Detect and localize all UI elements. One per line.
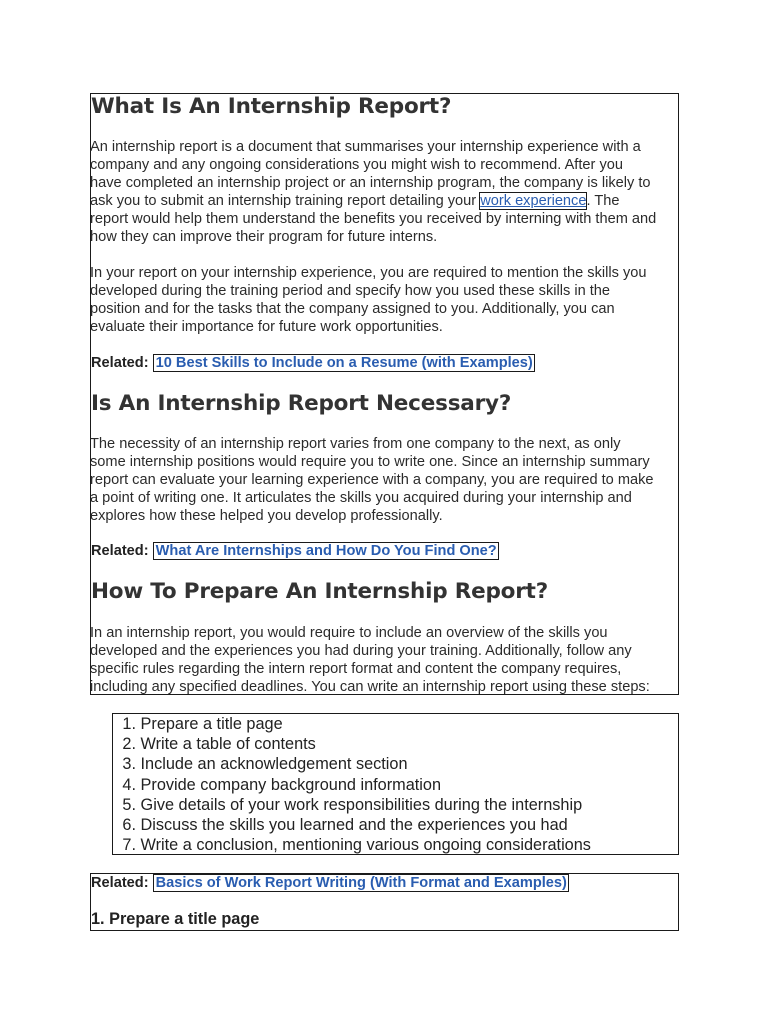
list-item xyxy=(112,815,591,835)
list-text: Provide company background information xyxy=(140,775,441,794)
text-line: evaluate their importance for future work opportunities. xyxy=(90,319,443,335)
text-line: report would help them understand the benefits you received by interning with them and xyxy=(90,211,657,227)
related-line-3 xyxy=(91,874,569,892)
text-line: position and for the tasks that the company assigned to you. Additionally, you can xyxy=(90,301,615,317)
steps-list xyxy=(112,714,591,855)
heading-what-is-internship-report: What Is An Internship Report? xyxy=(91,94,452,119)
text-line: some internship positions would require you to write one. Since an internship summary xyxy=(90,454,650,470)
related-line-1 xyxy=(91,354,535,372)
heading-how-to-prepare: How To Prepare An Internship Report? xyxy=(91,579,548,604)
text-line: The necessity of an internship report varies from one company to the next, as only xyxy=(90,436,621,452)
related-label: Related: xyxy=(91,355,149,371)
list-item xyxy=(112,795,591,815)
list-number: 3. xyxy=(122,755,136,774)
list-number: 5. xyxy=(122,795,136,814)
text-line: In an internship report, you would require to include an overview of the skills you xyxy=(90,625,608,641)
text-line: a point of writing one. It articulates the skills you acquired during your internship and xyxy=(90,490,632,506)
related-link-report-writing[interactable]: Basics of Work Report Writing (With Format and Examples) xyxy=(153,874,569,892)
text-line: In your report on your internship experience, you are required to mention the skills you xyxy=(90,265,647,281)
list-item xyxy=(112,714,591,734)
paragraph-necessity xyxy=(90,435,678,525)
list-item xyxy=(112,835,591,855)
related-link-skills-resume[interactable]: 10 Best Skills to Include on a Resume (with Examples) xyxy=(153,354,535,372)
text-line: including any specified deadlines. You can write an internship report using these steps: xyxy=(90,679,650,695)
paragraph-skills xyxy=(90,264,678,336)
list-text: Write a conclusion, mentioning various ongoing considerations xyxy=(140,836,591,855)
text-line: have completed an internship project or an internship program, the company is likely to xyxy=(90,175,651,191)
text-line: developed during the training period and specify how you used these skills in the xyxy=(90,283,611,299)
paragraph-intro xyxy=(90,138,678,246)
related-label: Related: xyxy=(91,543,149,559)
related-link-internships[interactable]: What Are Internships and How Do You Find One? xyxy=(153,542,499,560)
text-line: An internship report is a document that summarises your internship experience with a xyxy=(90,139,641,155)
text-line-with-link xyxy=(90,192,678,210)
list-text: Include an acknowledgement section xyxy=(140,755,408,774)
heading-is-report-necessary: Is An Internship Report Necessary? xyxy=(91,391,512,416)
text-line: report can evaluate your learning experience with a company, you are required to make xyxy=(90,472,654,488)
paragraph-prepare xyxy=(90,624,678,696)
list-text: Discuss the skills you learned and the experiences you had xyxy=(140,816,568,835)
related-line-2 xyxy=(91,542,499,560)
subheading-title-page: 1. Prepare a title page xyxy=(91,910,260,928)
list-number: 7. xyxy=(122,836,136,855)
list-text: Prepare a title page xyxy=(140,715,283,733)
text-fragment: . The xyxy=(586,193,620,209)
list-text: Give details of your work responsibilities during the internship xyxy=(140,795,583,814)
list-item xyxy=(112,754,591,774)
list-item xyxy=(112,775,591,795)
list-number: 2. xyxy=(122,735,136,754)
related-label: Related: xyxy=(91,875,149,891)
list-number: 6. xyxy=(122,816,136,835)
list-item xyxy=(112,734,591,754)
work-experience-link[interactable]: work experience xyxy=(480,193,587,209)
list-number: 1. xyxy=(122,715,136,733)
list-text: Write a table of contents xyxy=(140,735,316,754)
text-line: company and any ongoing considerations you might wish to recommend. After you xyxy=(90,157,623,173)
text-line: explores how these helped you develop professionally. xyxy=(90,508,443,524)
text-line: specific rules regarding the intern report format and content the company requires, xyxy=(90,661,622,677)
text-line: developed and the experiences you had during your training. Additionally, follow any xyxy=(90,643,632,659)
text-line: how they can improve their program for future interns. xyxy=(90,229,438,245)
list-number: 4. xyxy=(122,775,136,794)
text-fragment: ask you to submit an internship training report detailing your xyxy=(90,193,481,209)
